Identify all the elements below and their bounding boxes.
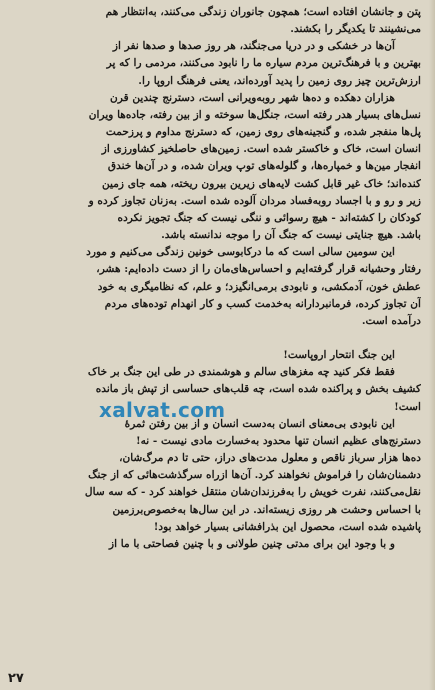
text-line: ارزش‌ترین چیز روی زمین را پدید آورده‌اند، یعنی فرهنگ اروپا را. bbox=[138, 74, 421, 87]
text-line: دسترنج‌های عظیم انسان تنها محدود به‌خسارت مادی نیست - نه! bbox=[135, 434, 421, 447]
text-line: عطش خون، آدمکشی، و نابودی برمی‌انگیزد؛ و علم، که نظامیگری به خود bbox=[97, 280, 421, 293]
text-line: ده‌ها هزار سرباز ناقص و معلول مدت‌های دراز، حتی تا دم مرگ‌شان، bbox=[119, 452, 421, 465]
text-line: درآمده است. bbox=[361, 314, 421, 327]
text-line: پتن و جانشان افتاده است؛ همچون جانوران زندگی می‌کنند، به‌انتظار هم bbox=[105, 6, 421, 18]
watermark-text: xalvat.com bbox=[99, 398, 226, 422]
text-line: فقط فکر کنید چه مغزهای سالم و هوشمندی در طی این جنگ بر خاک bbox=[87, 366, 395, 379]
text-line: دشمنان‌شان را فراموش نخواهند کرد. آن‌ها ازراه سرگذشت‌هائی که از جنگ bbox=[88, 469, 421, 482]
text-line: این جنگ انتحار اروپاست! bbox=[283, 349, 395, 362]
page-number: ٢٧ bbox=[8, 671, 24, 686]
text-line: پاشیده شده است، محصول این بذرافشانی بسیار خواهد بود! bbox=[153, 520, 421, 533]
text-line: آن تجاوز کرده، فرمانبردارانه به‌خدمت کسب و کار انهدام توده‌های مردم bbox=[104, 297, 421, 310]
text-line: و با وجود این برای مدتی چنین طولانی و با چنین فصاحتی با ما از bbox=[108, 537, 395, 550]
text-line bbox=[14, 330, 421, 347]
text-line: می‌نشینند تا یکدیگر را بکشند. bbox=[290, 23, 421, 36]
text-line: نسل‌های بسیار هدر رفته است، جنگل‌ها سوخته و از بین رفته، جاده‌ها ویران bbox=[88, 108, 421, 121]
text-line: این نابودی بی‌معنای انسان به‌دست انسان و از بین رفتن ثمرهٔ bbox=[124, 417, 395, 430]
text-line: بهترین و با فرهنگ‌ترین مردم سیاره ما را نابود می‌کنند، مردمی را که پر bbox=[106, 57, 421, 70]
text-line: انسان است، خاک و خاکستر شده است. زمین‌های حاصلخیز کشاورزی از bbox=[101, 143, 421, 156]
text-line: باشد. هیچ جنایتی نیست که جنگ آن را موجه ندانسته باشد. bbox=[161, 229, 421, 242]
text-line: پل‌ها منفجر شده، و گنجینه‌های روی زمین، که دسترنج مداوم و پرزحمت bbox=[105, 126, 421, 139]
text-line: رفتار وحشیانه قرار گرفته‌ایم و احساس‌های‌مان را از دست داده‌ایم: هشر، bbox=[96, 263, 421, 276]
text-line: آن‌ها در خشکی و در دریا می‌جنگند، هر روز صدها و صدها نفر از bbox=[112, 40, 395, 53]
text-line: نقل‌می‌کنند، نفرت خویش را به‌فرزندان‌شان منتقل خواهند کرد - که سه سال bbox=[84, 486, 421, 499]
text-line: کشیف بخش و پراکنده شده است، چه قلب‌های حساسی از تپش باز مانده bbox=[95, 383, 421, 396]
text-line: است! bbox=[394, 400, 421, 413]
body-text bbox=[14, 4, 421, 553]
text-line: این سومین سالی است که ما درکابوسی خونین زندگی می‌کنیم و مورد bbox=[86, 246, 395, 259]
text-line: کودکان را کشته‌اند - هیچ رسوائی و ننگی نیست که جنگ تجویز نکرده bbox=[117, 211, 421, 224]
text-line: هزاران دهکده و ده‌ها شهر رو‌به‌ویرانی است، دسترنج چندین قرن bbox=[109, 91, 395, 104]
text-line: زیر و رو و با اجساد رو‌به‌فساد مردان آلوده شده است. به‌زنان تجاوز کرده و bbox=[88, 194, 421, 207]
text-line: با احساس وحشت هر روزی زیسته‌اند. در این سال‌ها به‌خصوص‌برزمین bbox=[112, 503, 421, 516]
text-line: انفجار مین‌ها و خمپاره‌ها، و گلوله‌های توپ ویران شده، و در آن‌ها خندق bbox=[107, 160, 421, 173]
text-line: کنده‌اند؛ خاک غیر قابل کشت لایه‌های زیرین بیرون ریخته، همه جای زمین bbox=[101, 177, 421, 190]
page-fold-shadow bbox=[429, 0, 435, 690]
